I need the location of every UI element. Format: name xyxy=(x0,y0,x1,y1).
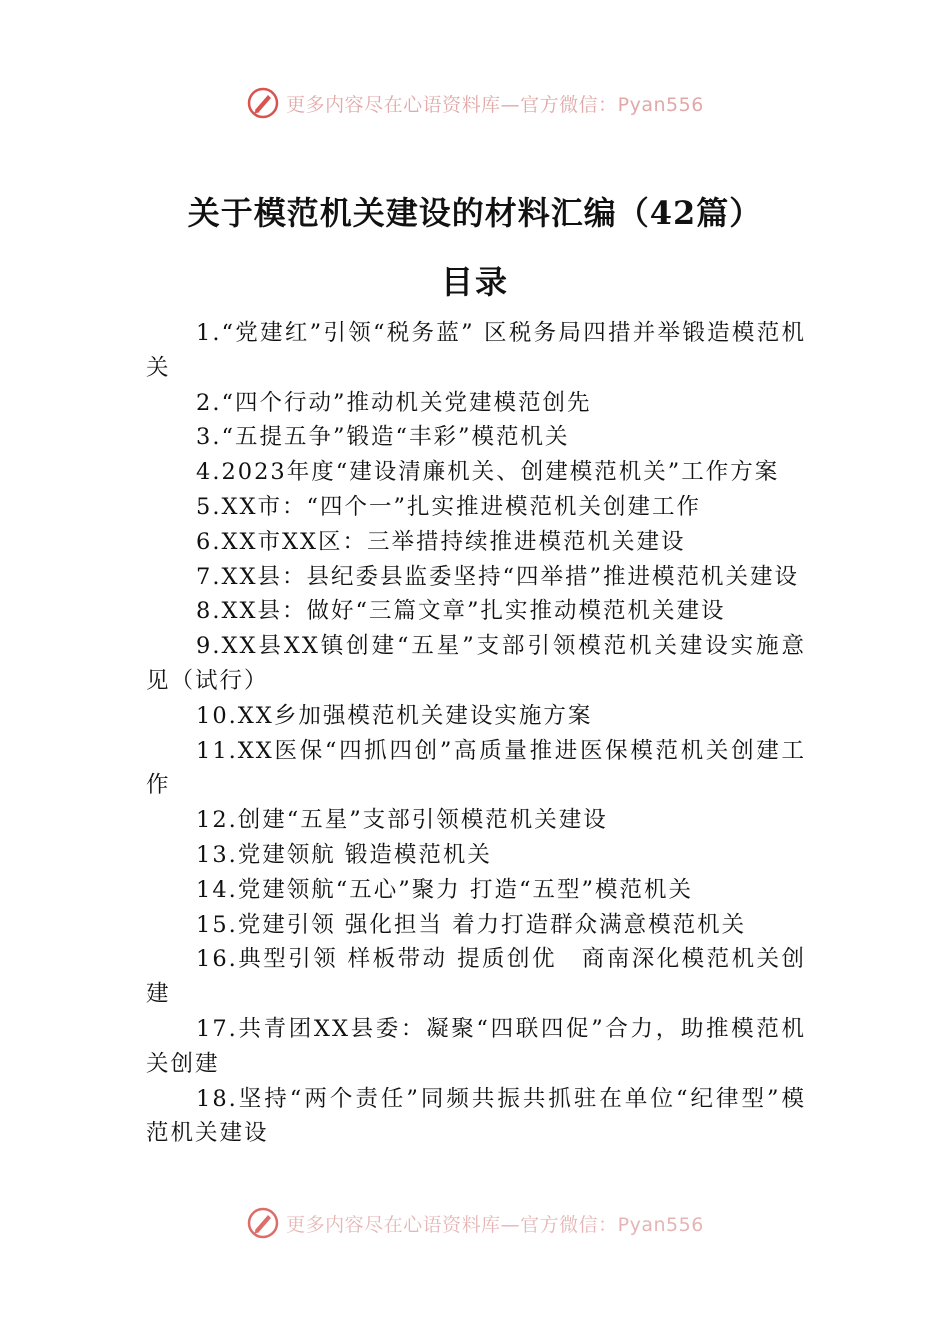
pen-circle-logo-icon xyxy=(246,1206,280,1240)
watermark-text: 更多内容尽在心语资料库—官方微信：Pyan556 xyxy=(286,1213,704,1236)
watermark-header xyxy=(0,86,950,120)
toc-item[interactable]: 17.共青团XX县委：凝聚“四联四促”合力，助推模范机关创建 xyxy=(146,1015,806,1077)
toc-item[interactable]: 16.典型引领 样板带动 提质创优 商南深化模范机关创建 xyxy=(146,946,806,1008)
watermark-footer xyxy=(0,1206,950,1240)
toc-item[interactable]: 18.坚持“两个责任”同频共振共抓驻在单位“纪律型”模范机关建设 xyxy=(146,1085,806,1147)
toc-item[interactable]: 3.“五提五争”锻造“丰彩”模范机关 xyxy=(196,424,570,451)
toc-item[interactable]: 9.XX县XX镇创建“五星”支部引领模范机关建设实施意见（试行） xyxy=(146,633,806,694)
watermark-text: 更多内容尽在心语资料库—官方微信：Pyan556 xyxy=(286,93,704,116)
toc-item[interactable]: 5.XX市：“四个一”扎实推进模范机关创建工作 xyxy=(196,493,702,520)
toc-item[interactable]: 14.党建领航“五心”聚力 打造“五型”模范机关 xyxy=(196,876,693,903)
document-title: 关于模范机关建设的材料汇编（42篇） xyxy=(187,194,763,232)
toc-item[interactable]: 10.XX乡加强模范机关建设实施方案 xyxy=(196,702,593,729)
toc-item[interactable]: 4.2023年度“建设清廉机关、创建模范机关”工作方案 xyxy=(196,459,780,486)
toc-item[interactable]: 7.XX县：县纪委县监委坚持“四举措”推进模范机关建设 xyxy=(196,563,800,590)
toc-item[interactable]: 1.“党建红”引领“税务蓝” 区税务局四措并举锻造模范机关 xyxy=(146,320,806,381)
toc-item[interactable]: 15.党建引领 强化担当 着力打造群众满意模范机关 xyxy=(196,911,747,938)
toc-item[interactable]: 6.XX市XX区：三举措持续推进模范机关建设 xyxy=(196,528,686,555)
toc-item[interactable]: 8.XX县：做好“三篇文章”扎实推动模范机关建设 xyxy=(196,598,726,625)
toc-item[interactable]: 12.创建“五星”支部引领模范机关建设 xyxy=(196,807,608,834)
pen-circle-logo-icon xyxy=(246,86,280,120)
table-of-contents xyxy=(146,316,806,1151)
toc-item[interactable]: 13.党建领航 锻造模范机关 xyxy=(196,841,492,868)
toc-item[interactable]: 2.“四个行动”推动机关党建模范创先 xyxy=(196,389,592,416)
toc-heading: 目录 xyxy=(440,263,509,301)
toc-item[interactable]: 11.XX医保“四抓四创”高质量推进医保模范机关创建工作 xyxy=(146,737,806,799)
